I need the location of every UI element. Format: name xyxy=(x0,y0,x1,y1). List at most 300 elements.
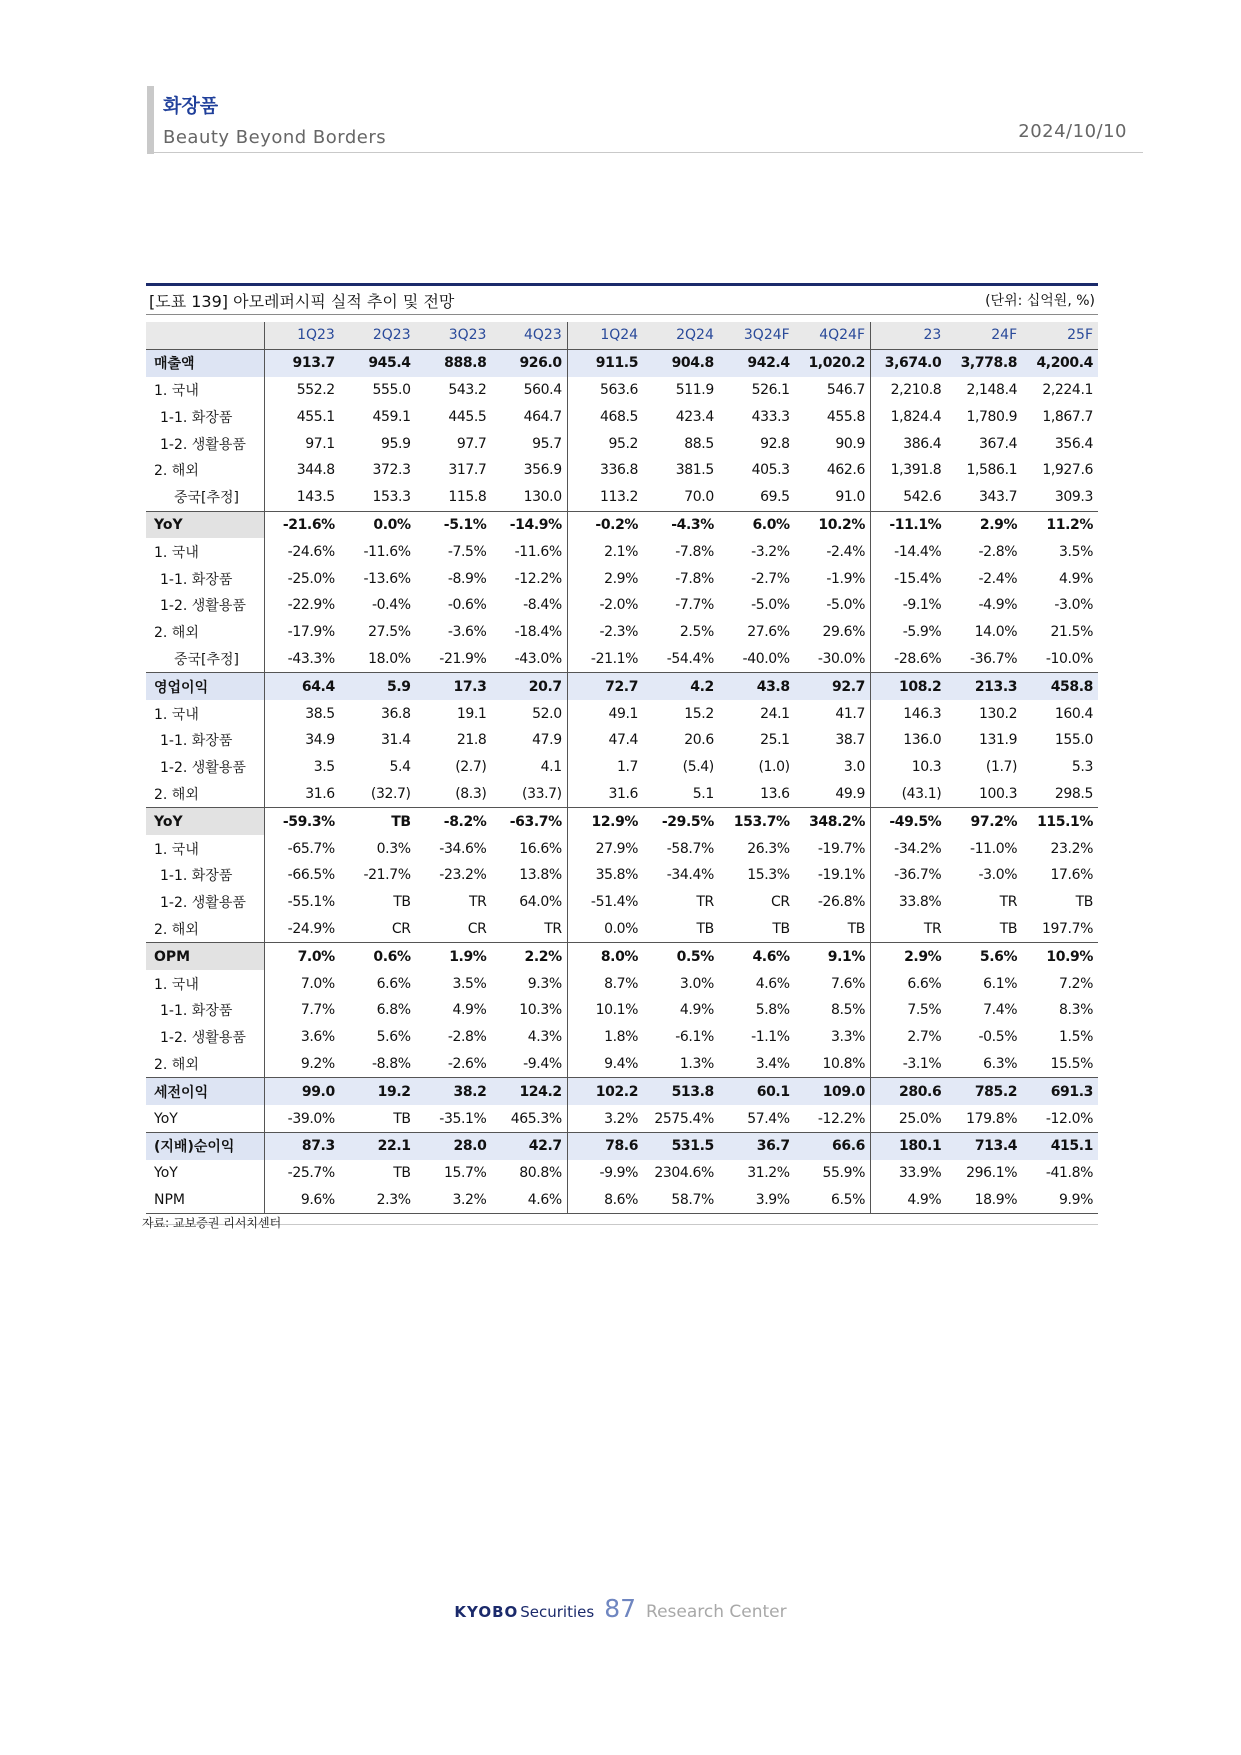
table-cell: 28.0 xyxy=(416,1132,492,1159)
table-row xyxy=(146,377,1098,404)
table-cell: 785.2 xyxy=(946,1078,1022,1105)
table-cell: 713.4 xyxy=(946,1132,1022,1159)
table-cell: 356.4 xyxy=(1054,435,1093,452)
table-cell: 8.3% xyxy=(1059,1002,1093,1019)
table-cell: -2.4% xyxy=(826,543,865,560)
table-cell: 2.2% xyxy=(491,943,567,970)
table-cell: 99.0 xyxy=(264,1078,340,1105)
table-cell: -43.3% xyxy=(264,646,340,673)
table-cell: 7.0% xyxy=(264,943,340,970)
table-cell: 124.2 xyxy=(491,1078,567,1105)
table-cell: -5.9% xyxy=(871,619,947,646)
table-cell: 386.4 xyxy=(871,430,947,457)
table-cell: 5.1 xyxy=(692,785,714,802)
table-cell: 31.4 xyxy=(381,732,411,749)
column-header: 4Q24F xyxy=(795,322,871,349)
row-label: 2. 해외 xyxy=(154,625,199,642)
table-cell: 29.6% xyxy=(822,624,865,641)
table-cell: 405.3 xyxy=(751,462,790,479)
table-row xyxy=(146,916,1098,943)
table-cell: -18.4% xyxy=(514,624,562,641)
table-cell: 552.2 xyxy=(264,377,340,404)
table-cell: -12.2% xyxy=(817,1110,865,1127)
table-cell: -2.6% xyxy=(447,1055,487,1072)
row-label: 1-1. 화장품 xyxy=(160,868,233,885)
table-cell: 49.9 xyxy=(835,785,865,802)
table-cell: -24.9% xyxy=(264,916,340,943)
table-cell: -23.2% xyxy=(439,867,487,884)
table-cell: 4.3% xyxy=(527,1029,562,1046)
table-cell: 3.3% xyxy=(831,1029,865,1046)
table-cell: TR xyxy=(871,916,947,943)
table-cell: -49.5% xyxy=(871,808,947,835)
table-cell: 160.4 xyxy=(1054,705,1093,722)
table-cell: -7.8% xyxy=(675,570,714,587)
table-cell: 88.5 xyxy=(684,435,714,452)
table-cell: 33.9% xyxy=(871,1160,947,1187)
table-cell: 10.9% xyxy=(1022,943,1098,970)
table-caption xyxy=(146,286,1098,314)
table-cell: 4.1 xyxy=(540,759,562,776)
section-title: 화장품 xyxy=(163,95,219,117)
table-cell: -3.2% xyxy=(751,543,790,560)
table-cell: 5.9 xyxy=(340,673,416,700)
table-cell: 35.8% xyxy=(567,862,643,889)
table-cell: 100.3 xyxy=(979,785,1018,802)
table-cell: -41.8% xyxy=(1045,1165,1093,1182)
table-row xyxy=(146,403,1098,430)
row-label: 1-2. 생활용품 xyxy=(160,1030,246,1047)
row-label: 1. 국내 xyxy=(154,706,199,723)
table-cell: -2.8% xyxy=(447,1029,487,1046)
table-cell: 108.2 xyxy=(871,673,947,700)
table-cell: 1,780.9 xyxy=(966,408,1018,425)
source-rule xyxy=(146,1224,1098,1225)
row-label: 1. 국내 xyxy=(154,544,199,561)
table-cell: 3.5% xyxy=(1059,543,1093,560)
table-cell: 691.3 xyxy=(1022,1078,1098,1105)
table-row xyxy=(146,1132,1098,1159)
table-cell: 95.9 xyxy=(381,435,411,452)
table-cell: TR xyxy=(696,894,714,911)
table-cell: 16.6% xyxy=(519,840,562,857)
table-cell: 31.6 xyxy=(264,781,340,808)
table-cell: 6.8% xyxy=(376,1002,411,1019)
table-cell: 8.7% xyxy=(567,970,643,997)
row-label: YoY xyxy=(154,1110,178,1127)
table-cell: 1,391.8 xyxy=(871,457,947,484)
table-cell: TR xyxy=(999,894,1018,911)
table-cell: 511.9 xyxy=(675,381,714,398)
table-cell: -17.9% xyxy=(264,619,340,646)
row-label: YoY xyxy=(146,511,264,538)
table-cell: 58.7% xyxy=(643,1187,719,1214)
table-cell: 20.7 xyxy=(491,673,567,700)
table-cell: 445.5 xyxy=(448,408,487,425)
table-cell: -3.6% xyxy=(447,624,487,641)
table-cell: 7.4% xyxy=(983,1002,1018,1019)
table-cell: -4.9% xyxy=(978,597,1018,614)
table-cell: -59.3% xyxy=(264,808,340,835)
table-cell: 1.3% xyxy=(679,1055,714,1072)
column-header: 1Q23 xyxy=(264,322,340,349)
table-cell: 904.8 xyxy=(643,349,719,376)
row-label: 1-1. 화장품 xyxy=(160,733,233,750)
table-cell: 78.6 xyxy=(567,1132,643,1159)
table-body xyxy=(146,349,1098,1214)
table-cell: 455.8 xyxy=(826,408,865,425)
table-cell: 1,586.1 xyxy=(966,462,1018,479)
table-cell: 43.8 xyxy=(719,673,795,700)
table-row xyxy=(146,1024,1098,1051)
column-header: 2Q24 xyxy=(643,322,719,349)
table-cell: TB xyxy=(393,1110,411,1127)
row-label: 중국[추정] xyxy=(174,490,240,507)
table-cell: 526.1 xyxy=(751,381,790,398)
table-cell: -36.7% xyxy=(969,650,1018,667)
table-cell: 2.9% xyxy=(871,943,947,970)
table-cell: -30.0% xyxy=(817,650,865,667)
table-cell: 42.7 xyxy=(491,1132,567,1159)
table-unit: (단위: 십억원, %) xyxy=(985,293,1095,309)
row-label: YoY xyxy=(154,1165,178,1182)
table-cell: 47.4 xyxy=(567,727,643,754)
table-cell: 7.7% xyxy=(264,997,340,1024)
table-cell: 1.7 xyxy=(567,754,643,781)
table-cell: 27.5% xyxy=(368,624,411,641)
table-cell: -8.4% xyxy=(523,597,562,614)
table-cell: 25.1 xyxy=(760,732,790,749)
table-cell: -22.9% xyxy=(264,592,340,619)
table-cell: 102.2 xyxy=(567,1078,643,1105)
table-row xyxy=(146,430,1098,457)
table-cell: 942.4 xyxy=(719,349,795,376)
table-cell: 23.2% xyxy=(1050,840,1093,857)
table-cell: -4.3% xyxy=(643,511,719,538)
row-label: 세전이익 xyxy=(146,1078,264,1105)
table-cell: -34.4% xyxy=(666,867,714,884)
table-cell: 3.5% xyxy=(452,975,487,992)
table-cell: -3.0% xyxy=(978,867,1018,884)
table-cell: 8.6% xyxy=(567,1187,643,1214)
table-cell: -2.4% xyxy=(978,570,1018,587)
table-cell: 2.5% xyxy=(679,624,714,641)
column-header: 23 xyxy=(871,322,947,349)
table-cell: 10.1% xyxy=(567,997,643,1024)
table-cell: 0.5% xyxy=(643,943,719,970)
table-cell: -3.1% xyxy=(871,1051,947,1078)
table-row xyxy=(146,781,1098,808)
table-cell: 87.3 xyxy=(264,1132,340,1159)
table-cell: 13.6 xyxy=(760,785,790,802)
table-cell: 22.1 xyxy=(340,1132,416,1159)
table-cell: CR xyxy=(467,920,487,937)
table-cell: 143.5 xyxy=(264,484,340,511)
table-row xyxy=(146,808,1098,835)
table-cell: 2304.6% xyxy=(654,1165,714,1182)
table-cell: 343.7 xyxy=(979,489,1018,506)
table-cell: 33.8% xyxy=(871,889,947,916)
table-cell: 25.0% xyxy=(871,1105,947,1132)
table-cell: -29.5% xyxy=(643,808,719,835)
table-cell: TB xyxy=(696,920,714,937)
table-row xyxy=(146,700,1098,727)
row-label: 1-2. 생활용품 xyxy=(160,598,246,615)
table-cell: 38.7 xyxy=(835,732,865,749)
table-cell: 15.2 xyxy=(684,705,714,722)
table-cell: -21.6% xyxy=(264,511,340,538)
table-cell: 926.0 xyxy=(491,349,567,376)
table-cell: 3.5 xyxy=(264,754,340,781)
row-label: 2. 해외 xyxy=(154,921,199,938)
table-cell: 6.5% xyxy=(795,1187,871,1214)
table-cell: 2,148.4 xyxy=(966,381,1018,398)
table-cell: -43.0% xyxy=(514,650,562,667)
table-cell: 197.7% xyxy=(1042,920,1093,937)
table-cell: 462.6 xyxy=(826,462,865,479)
table-cell: 136.0 xyxy=(871,727,947,754)
column-header: 3Q24F xyxy=(719,322,795,349)
row-label: 1-1. 화장품 xyxy=(160,1003,233,1020)
table-cell: 19.2 xyxy=(340,1078,416,1105)
table-cell: (8.3) xyxy=(455,785,487,802)
table-cell: 4.9% xyxy=(452,1002,487,1019)
table-cell: -55.1% xyxy=(264,889,340,916)
table-cell: -11.6% xyxy=(514,543,562,560)
table-cell: 64.4 xyxy=(264,673,340,700)
column-header: 24F xyxy=(946,322,1022,349)
table-cell: TR xyxy=(468,894,487,911)
row-label: OPM xyxy=(146,943,264,970)
table-cell: -5.1% xyxy=(416,511,492,538)
table-cell: -7.8% xyxy=(675,543,714,560)
table-cell: TB xyxy=(340,808,416,835)
table-cell: -51.4% xyxy=(567,889,643,916)
table-cell: 381.5 xyxy=(675,462,714,479)
table-cell: 1,867.7 xyxy=(1042,408,1093,425)
table-cell: 26.3% xyxy=(747,840,790,857)
table-cell: -2.3% xyxy=(567,619,643,646)
table-cell: 97.2% xyxy=(946,808,1022,835)
table-row xyxy=(146,970,1098,997)
row-label: 중국[추정] xyxy=(174,651,240,668)
table-cell: 468.5 xyxy=(567,403,643,430)
table-cell: (5.4) xyxy=(682,759,714,776)
table-cell: 7.0% xyxy=(264,970,340,997)
table-cell: 3.9% xyxy=(719,1187,795,1214)
table-cell: 95.2 xyxy=(567,430,643,457)
table-cell: 9.2% xyxy=(264,1051,340,1078)
table-cell: 47.9 xyxy=(532,732,562,749)
table-cell: (2.7) xyxy=(455,759,487,776)
table-cell: TB xyxy=(393,1165,411,1182)
table-cell: 21.8 xyxy=(456,732,487,749)
table-row xyxy=(146,943,1098,970)
table-cell: 2,224.1 xyxy=(1042,381,1093,398)
table-row xyxy=(146,727,1098,754)
table-cell: 3.6% xyxy=(264,1024,340,1051)
table-cell: 109.0 xyxy=(795,1078,871,1105)
table-cell: 20.6 xyxy=(684,732,714,749)
table-cell: -11.0% xyxy=(969,840,1018,857)
table-cell: -0.4% xyxy=(372,597,411,614)
table-cell: -54.4% xyxy=(666,650,714,667)
table-cell: 336.8 xyxy=(567,457,643,484)
table-cell: -12.0% xyxy=(1045,1110,1093,1127)
table-cell: 115.1% xyxy=(1022,808,1098,835)
table-cell: 8.0% xyxy=(567,943,643,970)
table-row xyxy=(146,484,1098,511)
header-blank-cell xyxy=(146,322,264,349)
table-cell: 513.8 xyxy=(643,1078,719,1105)
table-cell: 5.6% xyxy=(946,943,1022,970)
table-cell: 18.0% xyxy=(368,650,411,667)
row-label: 2. 해외 xyxy=(154,786,199,803)
table-cell: 945.4 xyxy=(340,349,416,376)
table-cell: 4.9% xyxy=(679,1002,714,1019)
row-label: 매출액 xyxy=(146,349,264,376)
table-cell: 9.1% xyxy=(795,943,871,970)
table-cell: 888.8 xyxy=(416,349,492,376)
table-cell: 464.7 xyxy=(523,408,562,425)
table-cell: 2,210.8 xyxy=(871,377,947,404)
table-row xyxy=(146,592,1098,619)
table-cell: -8.9% xyxy=(447,570,487,587)
row-label: 영업이익 xyxy=(146,673,264,700)
table-cell: 459.1 xyxy=(372,408,411,425)
table-cell: -66.5% xyxy=(264,862,340,889)
table-cell: 356.9 xyxy=(523,462,562,479)
table-cell: 10.3% xyxy=(519,1002,562,1019)
row-label: 1. 국내 xyxy=(154,841,199,858)
table-cell: 3.0% xyxy=(679,975,714,992)
table-row xyxy=(146,997,1098,1024)
table-cell: -12.2% xyxy=(514,570,562,587)
table-cell: (43.1) xyxy=(871,781,947,808)
table-cell: 70.0 xyxy=(684,489,714,506)
table-cell: 4.9% xyxy=(871,1187,947,1214)
report-date: 2024/10/10 xyxy=(1018,121,1127,142)
table-cell: 6.1% xyxy=(983,975,1018,992)
table-cell: -3.0% xyxy=(1054,597,1093,614)
table-cell: 11.2% xyxy=(1022,511,1098,538)
section-subtitle: Beauty Beyond Borders xyxy=(163,127,387,148)
row-label: 1-2. 생활용품 xyxy=(160,760,246,777)
table-cell: -65.7% xyxy=(264,835,340,862)
table-cell: 298.5 xyxy=(1054,785,1093,802)
table-cell: 372.3 xyxy=(372,462,411,479)
row-label: YoY xyxy=(146,808,264,835)
table-cell: 0.0% xyxy=(567,916,643,943)
table-cell: 180.1 xyxy=(871,1132,947,1159)
table-cell: 92.7 xyxy=(795,673,871,700)
table-cell: 543.2 xyxy=(448,381,487,398)
table-cell: -25.0% xyxy=(264,565,340,592)
table-cell: -7.7% xyxy=(675,597,714,614)
table-row xyxy=(146,673,1098,700)
table-cell: -24.6% xyxy=(264,538,340,565)
table-cell: 9.9% xyxy=(1022,1187,1098,1214)
table-cell: -26.8% xyxy=(817,894,865,911)
table-row xyxy=(146,619,1098,646)
table-cell: 546.7 xyxy=(826,381,865,398)
table-cell: 3,778.8 xyxy=(946,349,1022,376)
table-cell: 153.7% xyxy=(719,808,795,835)
table-row xyxy=(146,511,1098,538)
table-cell: 14.0% xyxy=(974,624,1018,641)
table-cell: 5.6% xyxy=(376,1029,411,1046)
table-cell: -19.1% xyxy=(817,867,865,884)
column-header: 25F xyxy=(1022,322,1098,349)
column-header: 4Q23 xyxy=(491,322,567,349)
table-cell: 415.1 xyxy=(1022,1132,1098,1159)
table-cell: 1.8% xyxy=(567,1024,643,1051)
table-cell: 146.3 xyxy=(871,700,947,727)
row-label: 1. 국내 xyxy=(154,382,199,399)
table-row xyxy=(146,1160,1098,1187)
table-cell: 458.8 xyxy=(1022,673,1098,700)
financial-table-block xyxy=(146,283,1098,1225)
table-cell: 911.5 xyxy=(567,349,643,376)
table-cell: TB xyxy=(1075,894,1093,911)
table-cell: -0.2% xyxy=(567,511,643,538)
source-note: 자료: 교보증권 리서치센터 xyxy=(142,1216,282,1230)
table-cell: -34.2% xyxy=(871,835,947,862)
table-cell: 21.5% xyxy=(1050,624,1093,641)
row-label: 1-1. 화장품 xyxy=(160,409,233,426)
table-cell: 130.2 xyxy=(979,705,1018,722)
table-cell: -21.1% xyxy=(567,646,643,673)
table-cell: -63.7% xyxy=(491,808,567,835)
table-cell: 2.1% xyxy=(567,538,643,565)
table-cell: 52.0 xyxy=(532,705,562,722)
table-cell: 55.9% xyxy=(822,1165,865,1182)
table-cell: 433.3 xyxy=(751,408,790,425)
table-cell: 36.7 xyxy=(719,1132,795,1159)
table-cell: (1.0) xyxy=(758,759,790,776)
page-number: 87 xyxy=(604,1594,637,1623)
table-cell: 2.3% xyxy=(340,1187,416,1214)
table-cell: 423.4 xyxy=(675,408,714,425)
table-cell: 38.2 xyxy=(416,1078,492,1105)
table-cell: 155.0 xyxy=(1054,732,1093,749)
table-cell: -7.5% xyxy=(447,543,487,560)
row-label: 1-2. 생활용품 xyxy=(160,895,246,912)
table-cell: TB xyxy=(393,894,411,911)
table-cell: 4.6% xyxy=(755,975,790,992)
table-cell: 130.0 xyxy=(523,489,562,506)
table-cell: -5.0% xyxy=(751,597,790,614)
table-cell: 27.9% xyxy=(567,835,643,862)
table-cell: (32.7) xyxy=(370,785,411,802)
table-cell: CR xyxy=(391,920,411,937)
table-cell: 913.7 xyxy=(264,349,340,376)
table-cell: 0.3% xyxy=(376,840,411,857)
table-cell: -11.1% xyxy=(871,511,947,538)
table-cell: 34.9 xyxy=(264,727,340,754)
table-cell: 9.3% xyxy=(527,975,562,992)
table-cell: -2.8% xyxy=(978,543,1018,560)
table-cell: 0.0% xyxy=(340,511,416,538)
table-cell: 57.4% xyxy=(747,1110,790,1127)
earnings-table xyxy=(146,322,1098,1214)
table-cell: 317.7 xyxy=(448,462,487,479)
row-label: (지배)순이익 xyxy=(146,1132,264,1159)
table-cell: 344.8 xyxy=(264,457,340,484)
table-cell: -1.9% xyxy=(826,570,865,587)
table-cell: -2.0% xyxy=(567,592,643,619)
column-header: 3Q23 xyxy=(416,322,492,349)
